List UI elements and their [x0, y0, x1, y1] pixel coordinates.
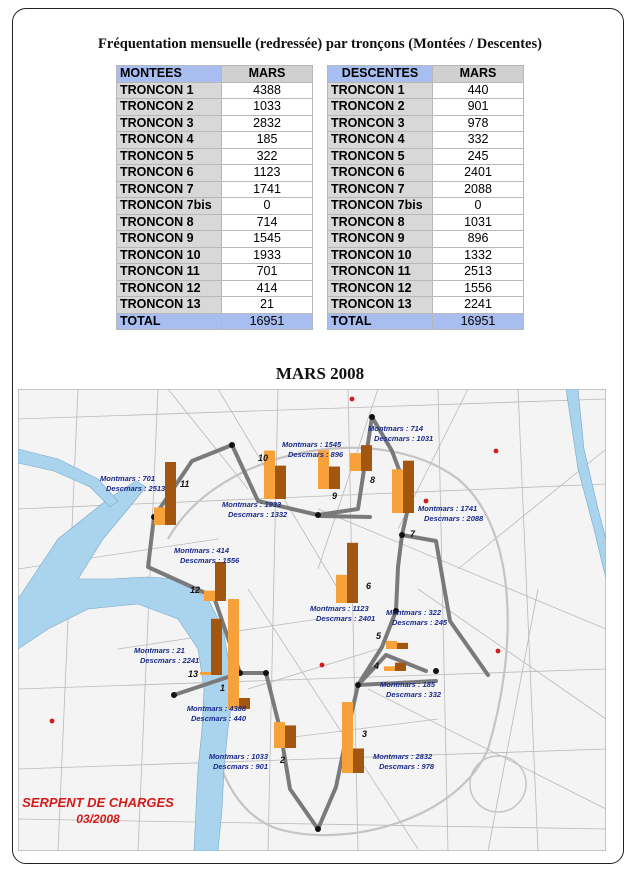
montees-annotation: Montmars : 414 [174, 546, 230, 555]
montees-row-value: 1545 [222, 231, 313, 248]
descentes-row-value: 0 [433, 198, 524, 215]
segment-number: 11 [180, 479, 190, 489]
descentes-row-value: 1556 [433, 280, 524, 297]
montees-annotation: Montmars : 1123 [310, 604, 369, 613]
segment-number: 5 [376, 631, 382, 641]
descentes-bar [347, 543, 358, 603]
montees-row-label: TRONCON 2 [117, 99, 222, 116]
montees-row-value: 1123 [222, 165, 313, 182]
descentes-row-value: 978 [433, 115, 524, 132]
descentes-row-label: TRONCON 11 [328, 264, 433, 281]
descentes-row [328, 264, 524, 281]
montees-bar [342, 702, 353, 773]
descentes-annotation: Descmars : 896 [288, 450, 344, 459]
segment-number: 12 [190, 585, 201, 595]
descentes-row [328, 99, 524, 116]
segment-number: 7 [410, 529, 416, 539]
montees-row-value: 4388 [222, 82, 313, 99]
descentes-annotation: Descmars : 978 [379, 762, 435, 771]
descentes-row-label: TRONCON 4 [328, 132, 433, 149]
descentes-row [328, 297, 524, 314]
descentes-header-label: DESCENTES [328, 66, 433, 83]
descentes-annotation: Descmars : 1556 [180, 556, 240, 565]
descentes-annotation: Descmars : 440 [190, 714, 246, 723]
descentes-bar [353, 748, 364, 773]
montees-row [117, 198, 313, 215]
montees-bar [336, 575, 347, 603]
descentes-bar [403, 461, 414, 513]
montees-row [117, 99, 313, 116]
descentes-row-value: 2241 [433, 297, 524, 314]
montees-row-value: 414 [222, 280, 313, 297]
descentes-table [327, 65, 524, 330]
descentes-row-label: TRONCON 12 [328, 280, 433, 297]
descentes-row-value: 332 [433, 132, 524, 149]
descentes-row-value: 245 [433, 148, 524, 165]
descentes-row [328, 115, 524, 132]
descentes-row-label: TRONCON 7bis [328, 198, 433, 215]
montees-annotation: Montmars : 185 [380, 680, 436, 689]
segment-number: 9 [332, 491, 338, 501]
descentes-row-label: TRONCON 8 [328, 214, 433, 231]
montees-annotation: Montmars : 1545 [282, 440, 342, 449]
montees-row-value: 1933 [222, 247, 313, 264]
descentes-bar [275, 466, 286, 499]
montees-row-label: TRONCON 6 [117, 165, 222, 182]
montees-row-label: TRONCON 13 [117, 297, 222, 314]
montees-annotation: Montmars : 2832 [373, 752, 433, 761]
montees-table [116, 65, 313, 330]
montees-bar [384, 666, 395, 671]
descentes-row [328, 181, 524, 198]
descentes-row-label: TRONCON 7 [328, 181, 433, 198]
descentes-bar [329, 467, 340, 489]
montees-row [117, 264, 313, 281]
descentes-row-value: 440 [433, 82, 524, 99]
descentes-row-label: TRONCON 5 [328, 148, 433, 165]
montees-annotation: Montmars : 4388 [186, 704, 246, 713]
descentes-row [328, 165, 524, 182]
montees-bar [274, 722, 285, 748]
montees-row [117, 148, 313, 165]
descentes-bar [397, 643, 408, 649]
montees-bar [350, 453, 361, 471]
montees-row-label: TRONCON 11 [117, 264, 222, 281]
descentes-row [328, 132, 524, 149]
descentes-row-label: TRONCON 10 [328, 247, 433, 264]
montees-row-value: 185 [222, 132, 313, 149]
stamp-date: 03/2008 [76, 812, 120, 826]
montees-bar [154, 507, 165, 525]
montees-bar [228, 599, 239, 709]
montees-row-value: 701 [222, 264, 313, 281]
montees-row-value: 714 [222, 214, 313, 231]
descentes-row-value: 2513 [433, 264, 524, 281]
descentes-row-label: TRONCON 2 [328, 99, 433, 116]
descentes-bar [361, 445, 372, 471]
map-title: MARS 2008 [275, 364, 365, 383]
poi-marker [50, 719, 55, 724]
montees-bar [392, 469, 403, 513]
descentes-row-label: TRONCON 6 [328, 165, 433, 182]
descentes-row [328, 198, 524, 215]
segment-number: 10 [258, 453, 269, 463]
montees-header-label: MONTEES [117, 66, 222, 83]
descentes-row [328, 214, 524, 231]
descentes-row [328, 82, 524, 99]
montees-row [117, 115, 313, 132]
descentes-bar [165, 462, 176, 525]
montees-bar [386, 641, 397, 649]
montees-total-value: 16951 [222, 313, 313, 330]
montees-row-label: TRONCON 9 [117, 231, 222, 248]
descentes-bar [285, 725, 296, 748]
stamp-title: SERPENT DE CHARGES [22, 795, 174, 810]
montees-row-value: 1033 [222, 99, 313, 116]
descentes-bar [211, 619, 222, 675]
segment-number: 4 [374, 661, 380, 671]
descentes-row-label: TRONCON 1 [328, 82, 433, 99]
descentes-row-label: TRONCON 13 [328, 297, 433, 314]
descentes-row-value: 2401 [433, 165, 524, 182]
descentes-row-value: 896 [433, 231, 524, 248]
descentes-row-value: 1332 [433, 247, 524, 264]
montees-row [117, 181, 313, 198]
montees-row-label: TRONCON 7 [117, 181, 222, 198]
montees-total-label: TOTAL [117, 313, 222, 330]
poi-marker [424, 499, 429, 504]
descentes-bar [395, 663, 406, 671]
descentes-header-month: MARS [433, 66, 524, 83]
descentes-row-label: TRONCON 3 [328, 115, 433, 132]
descentes-total-row [328, 313, 524, 330]
montees-row [117, 280, 313, 297]
poi-marker [320, 663, 325, 668]
montees-row [117, 165, 313, 182]
load-map [18, 389, 606, 851]
montees-annotation: Montmars : 1741 [418, 504, 478, 513]
descentes-annotation: Descmars : 1332 [228, 510, 288, 519]
montees-row-label: TRONCON 3 [117, 115, 222, 132]
descentes-row [328, 247, 524, 264]
montees-row [117, 297, 313, 314]
descentes-annotation: Descmars : 2513 [106, 484, 166, 493]
montees-row-value: 0 [222, 198, 313, 215]
montees-bar [200, 672, 211, 675]
montees-row-value: 2832 [222, 115, 313, 132]
montees-row-label: TRONCON 12 [117, 280, 222, 297]
segment-number: 1 [220, 683, 226, 693]
page-title: Fréquentation mensuelle (redressée) par tronçons (Montées / Descentes) [98, 36, 542, 52]
poi-marker [350, 397, 355, 402]
montees-row [117, 247, 313, 264]
segment-number: 13 [188, 669, 199, 679]
descentes-annotation: Descmars : 332 [386, 690, 442, 699]
montees-row [117, 132, 313, 149]
montees-annotation: Montmars : 1933 [222, 500, 282, 509]
descentes-bar [215, 562, 226, 601]
montees-header-month: MARS [222, 66, 313, 83]
descentes-row-value: 901 [433, 99, 524, 116]
montees-row-label: TRONCON 7bis [117, 198, 222, 215]
descentes-row [328, 148, 524, 165]
montees-row-value: 21 [222, 297, 313, 314]
montees-row-value: 322 [222, 148, 313, 165]
descentes-row-label: TRONCON 9 [328, 231, 433, 248]
descentes-annotation: Descmars : 245 [392, 618, 448, 627]
montees-annotation: Montmars : 714 [368, 424, 424, 433]
montees-total-row [117, 313, 313, 330]
montees-annotation: Montmars : 701 [100, 474, 156, 483]
montees-row-label: TRONCON 5 [117, 148, 222, 165]
descentes-row-value: 2088 [433, 181, 524, 198]
segment-number: 8 [370, 475, 376, 485]
montees-bar [204, 591, 215, 601]
montees-annotation: Montmars : 1033 [208, 752, 268, 761]
montees-row-label: TRONCON 10 [117, 247, 222, 264]
descentes-annotation: Descmars : 2088 [424, 514, 484, 523]
descentes-row [328, 280, 524, 297]
descentes-annotation: Descmars : 2241 [140, 656, 200, 665]
descentes-annotation: Descmars : 1031 [374, 434, 434, 443]
segment-number: 3 [362, 729, 368, 739]
poi-marker [494, 449, 499, 454]
montees-row [117, 231, 313, 248]
montees-annotation: Montmars : 322 [386, 608, 442, 617]
poi-marker [496, 649, 501, 654]
montees-annotation: Montmars : 21 [134, 646, 185, 655]
montees-row-value: 1741 [222, 181, 313, 198]
montees-row [117, 214, 313, 231]
montees-row-label: TRONCON 4 [117, 132, 222, 149]
descentes-annotation: Descmars : 901 [212, 762, 268, 771]
descentes-annotation: Descmars : 2401 [316, 614, 376, 623]
segment-number: 2 [280, 755, 286, 765]
descentes-total-value: 16951 [433, 313, 524, 330]
descentes-row [328, 231, 524, 248]
descentes-total-label: TOTAL [328, 313, 433, 330]
montees-row-label: TRONCON 1 [117, 82, 222, 99]
montees-row [117, 82, 313, 99]
montees-row-label: TRONCON 8 [117, 214, 222, 231]
segment-number: 6 [366, 581, 372, 591]
descentes-row-value: 1031 [433, 214, 524, 231]
